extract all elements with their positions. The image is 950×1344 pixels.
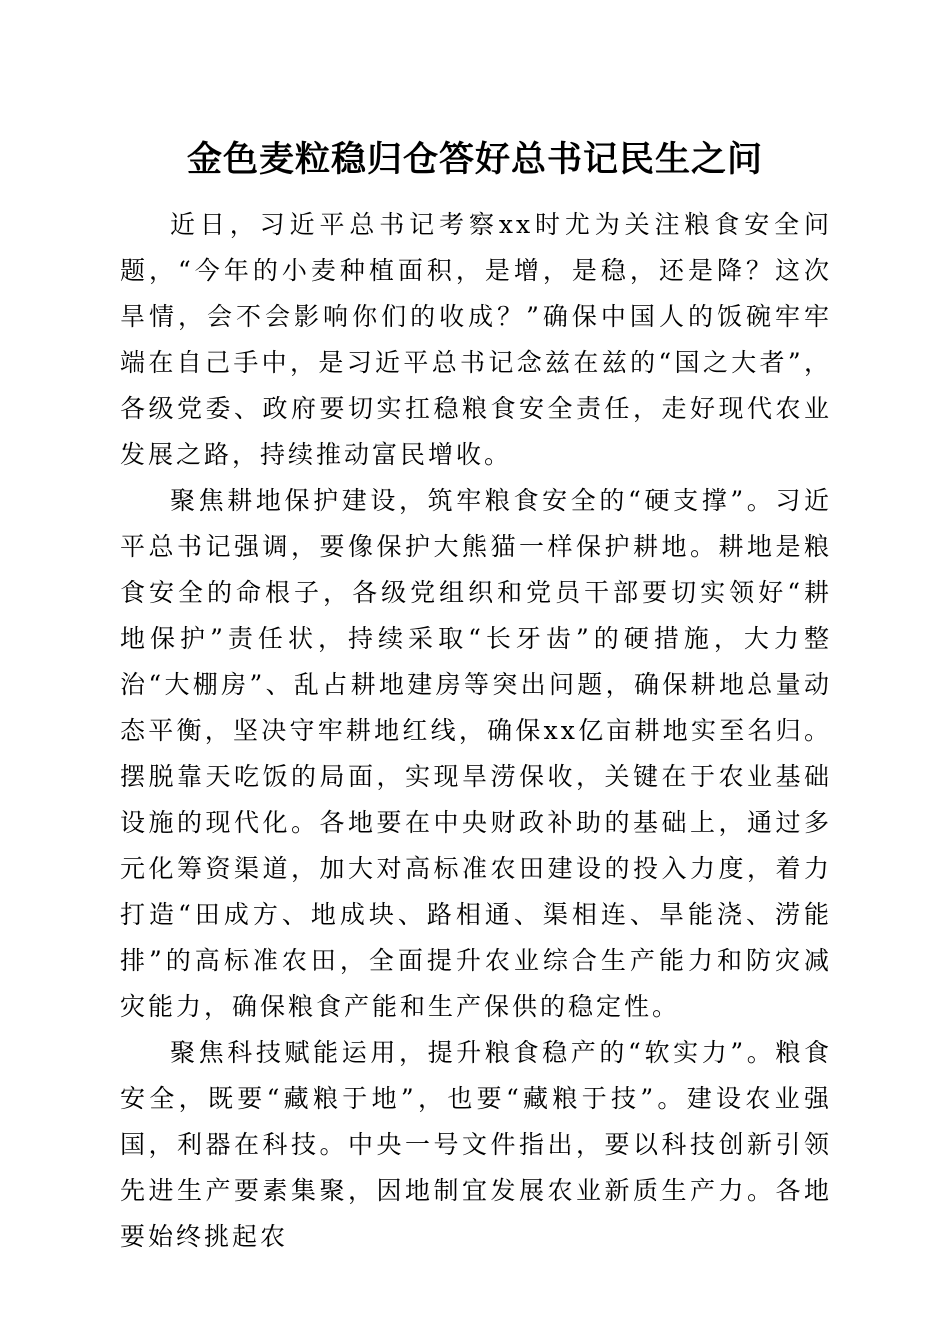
- document-body: [120, 202, 832, 1260]
- paragraph-farmland-protection: 聚焦耕地保护建设，筑牢粮食安全的“硬支撑”。习近平总书记强调，要像保护大熊猫一样保护耕地。耕地是粮食安全的命根子，各级党组织和党员干部要切实领好“耕地保护”责任状，持续采取“长牙齿”的硬措施，大力整治“大棚房”、乱占耕地建房等突出问题，确保耕地总量动态平衡，坚决守牢耕地红线，确保xx亿亩耕地实至名归。摆脱靠天吃饭的局面，实现旱涝保收，关键在于农业基础设施的现代化。各地要在中央财政补助的基础上，通过多元化筹资渠道，加大对高标准农田建设的投入力度，着力打造“田成方、地成块、路相通、渠相连、旱能浇、涝能排”的高标准农田，全面提升农业综合生产能力和防灾减灾能力，确保粮食产能和生产保供的稳定性。: [120, 486, 832, 1021]
- document-title: 金色麦粒稳归仓答好总书记民生之问: [186, 139, 763, 180]
- paragraph-intro: 近日，习近平总书记考察xx时尤为关注粮食安全问题，“今年的小麦种植面积，是增，是稳，还是降？这次旱情，会不会影响你们的收成？”确保中国人的饭碗牢牢端在自己手中，是习近平总书记念兹在兹的“国之大者”，各级党委、政府要切实扛稳粮食安全责任，走好现代农业发展之路，持续推动富民增收。: [120, 210, 832, 469]
- paragraph-technology: 聚焦科技赋能运用，提升粮食稳产的“软实力”。粮食安全，既要“藏粮于地”，也要“藏粮于技”。建设农业强国，利器在科技。中央一号文件指出，要以科技创新引领先进生产要素集聚，因地制宜发展农业新质生产力。各地要始终挑起农: [120, 1038, 832, 1251]
